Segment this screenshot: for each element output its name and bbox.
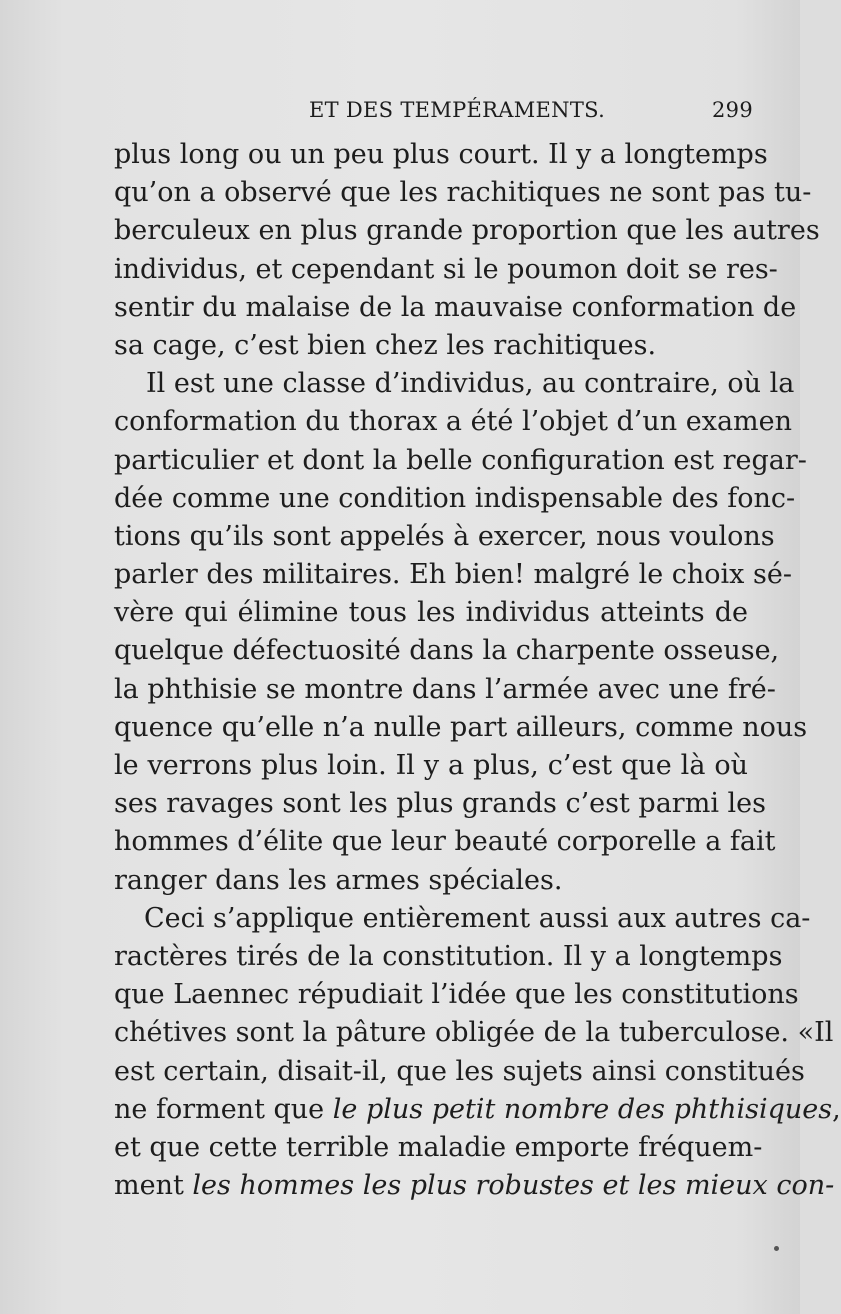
text-line: quelque défectuosité dans la charpente osseuse, xyxy=(114,635,780,667)
text-line: berculeux en plus grande proportion que les autres xyxy=(114,215,820,247)
text-fragment: ne forment que xyxy=(114,1093,333,1125)
text-line: conformation du thorax a été l’objet d’un examen xyxy=(114,406,793,438)
text-line: vère qui élimine tous les individus atteints de xyxy=(114,597,748,629)
running-header xyxy=(113,92,753,124)
text-line: individus, et cependant si le poumon doit se res- xyxy=(114,253,778,285)
running-title: ET DES TEMPÉRAMENTS. xyxy=(309,98,606,122)
text-line: quence qu’elle n’a nulle part ailleurs, comme nous xyxy=(114,711,808,743)
text-line: ractères tirés de la constitution. Il y a longtemps xyxy=(114,940,783,972)
text-line: tions qu’ils sont appelés à exercer, nous voulons xyxy=(114,520,775,552)
text-line: la phthisie se montre dans l’armée avec une fré- xyxy=(114,673,776,705)
italic-fragment: le plus petit nombre des phthisiques xyxy=(332,1093,833,1125)
text-line: parler des militaires. Eh bien! malgré le choix sé- xyxy=(114,559,792,591)
text-line: particulier et dont la belle configuration est regar- xyxy=(114,444,807,476)
text-fragment: , xyxy=(832,1093,841,1125)
text-line-mixed xyxy=(114,1167,835,1205)
page-body xyxy=(114,136,841,1205)
text-line: plus long ou un peu plus court. Il y a longtemps xyxy=(114,139,768,170)
text-line: chétives sont la pâture obligée de la tuberculose. «Il xyxy=(114,1017,834,1049)
text-line: hommes d’élite que leur beauté corporelle a fait xyxy=(114,826,776,858)
text-line: Il est une classe d’individus, au contraire, où la xyxy=(146,368,795,400)
text-line: ranger dans les armes spéciales. xyxy=(114,864,563,896)
text-line: que Laennec répudiait l’idée que les constitutions xyxy=(114,979,799,1011)
italic-fragment: les hommes les plus robustes et les mieux con- xyxy=(192,1170,835,1202)
text-line: Ceci s’applique entièrement aussi aux autres ca- xyxy=(144,902,811,934)
page-number: 299 xyxy=(712,98,753,122)
text-line: dée comme une condition indispensable des fonc- xyxy=(114,482,796,514)
text-line: et que cette terrible maladie emporte fréquem- xyxy=(114,1131,763,1163)
text-line: ses ravages sont les plus grands c’est parmi les xyxy=(114,788,767,820)
text-fragment: ment xyxy=(114,1170,193,1202)
text-line: sa cage, c’est bien chez les rachitiques. xyxy=(114,329,657,361)
text-line: le verrons plus loin. Il y a plus, c’est que là où xyxy=(114,750,748,781)
text-line: sentir du malaise de la mauvaise conformation de xyxy=(114,291,797,323)
text-line: est certain, disait-il, que les sujets ainsi constitués xyxy=(114,1055,805,1087)
text-line-mixed xyxy=(114,1091,841,1129)
text-line: qu’on a observé que les rachitiques ne sont pas tu- xyxy=(114,177,812,209)
ink-speck xyxy=(774,1246,779,1251)
